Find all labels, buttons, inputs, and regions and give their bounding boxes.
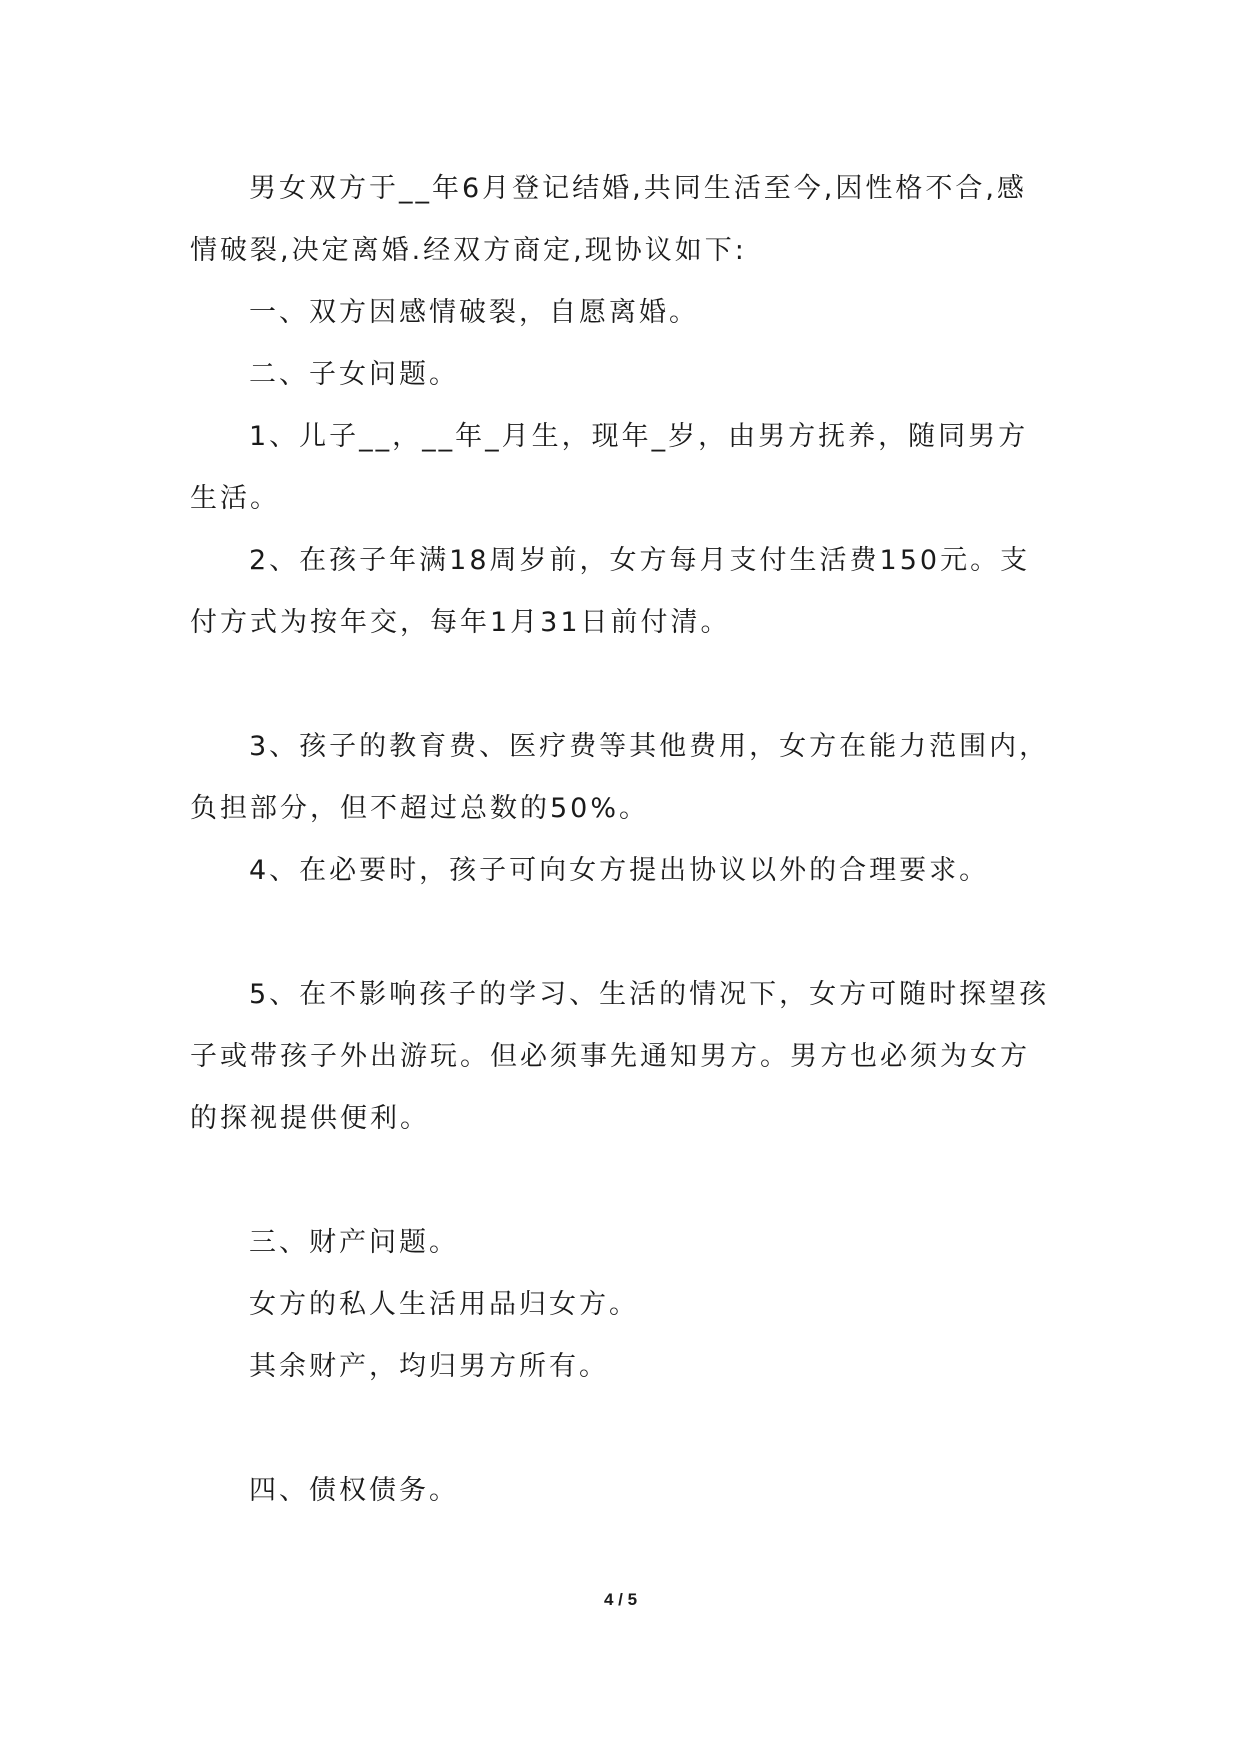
children-item-2: 2、在孩子年满18周岁前，女方每月支付生活费150元。支付方式为按年交，每年1月31日前付清。 (190, 545, 1031, 638)
section-children-heading: 二、子女问题。 (249, 359, 459, 390)
property-item-1: 女方的私人生活用品归女方。 (249, 1289, 639, 1320)
property-item-2: 其余财产，均归男方所有。 (249, 1351, 609, 1382)
intro-paragraph: 男女双方于__年6月登记结婚,共同生活至今,因性格不合,感情破裂,决定离婚.经双方商定,现协议如下: (190, 173, 1027, 266)
section-property-heading: 三、财产问题。 (249, 1227, 459, 1258)
spacer (190, 1150, 1050, 1212)
document-body (190, 158, 1050, 1522)
page-number: 4 / 5 (603, 1590, 638, 1609)
children-item-4: 4、在必要时，孩子可向女方提出协议以外的合理要求。 (249, 855, 990, 886)
spacer (190, 1398, 1050, 1460)
children-item-5: 5、在不影响孩子的学习、生活的情况下，女方可随时探望孩子或带孩子外出游玩。但必须事先通知男方。男方也必须为女方的探视提供便利。 (190, 979, 1050, 1134)
children-item-3: 3、孩子的教育费、医疗费等其他费用，女方在能力范围内，负担部分，但不超过总数的50%。 (190, 731, 1050, 824)
spacer (190, 654, 1050, 716)
clause-1-divorce: 一、双方因感情破裂，自愿离婚。 (249, 297, 699, 328)
children-item-1: 1、儿子__，__年_月生，现年_岁，由男方抚养，随同男方生活。 (190, 421, 1029, 514)
section-debts-heading: 四、债权债务。 (249, 1475, 459, 1506)
spacer (190, 902, 1050, 964)
